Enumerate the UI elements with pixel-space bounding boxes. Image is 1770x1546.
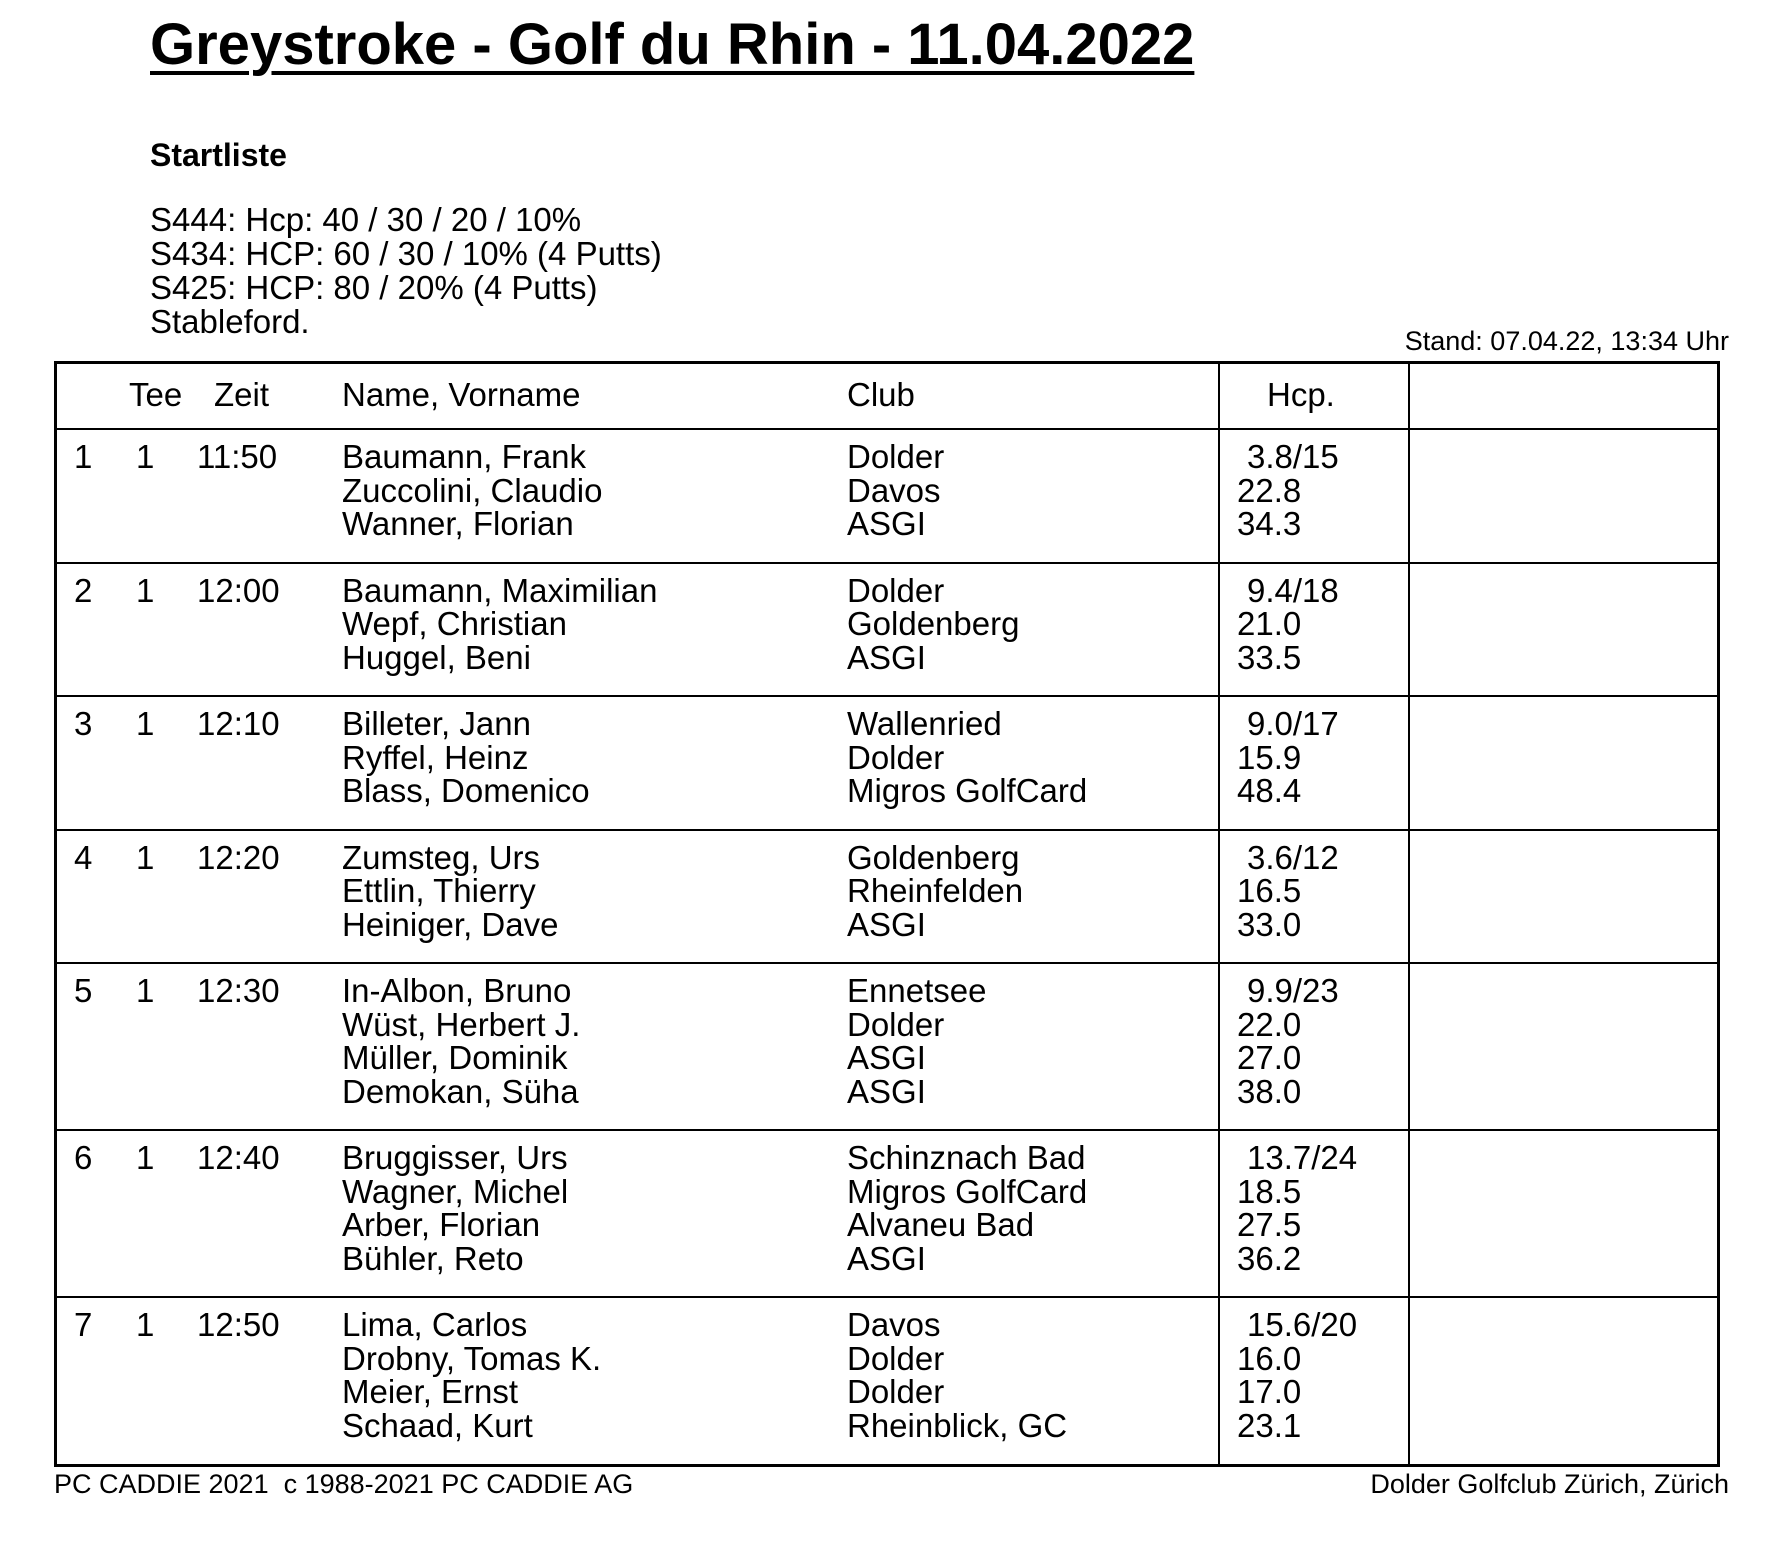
player-names-column [342, 1141, 568, 1275]
flight-time: 12:40 [197, 1139, 280, 1176]
player-hcp: 27.5 [1237, 1206, 1302, 1243]
flight-number: 3 [74, 705, 93, 742]
game-mode-line: S434: HCP: 60 / 30 / 10% (4 Putts) [150, 235, 662, 272]
player-name: Wagner, Michel [342, 1172, 569, 1210]
player-name: Wepf, Christian [342, 605, 567, 642]
player-hcp: 3.6/12 [1247, 838, 1339, 876]
player-name: Müller, Dominik [342, 1039, 568, 1076]
player-hcp: 9.9/23 [1247, 972, 1339, 1009]
player-clubs-column [847, 1141, 1087, 1275]
player-club: Rheinfelden [847, 872, 1024, 909]
player-club: Ennetsee [847, 972, 987, 1009]
flight-number: 4 [74, 838, 93, 876]
player-name: Huggel, Beni [342, 638, 531, 676]
player-clubs-column [847, 1308, 1067, 1442]
player-hcp: 36.2 [1237, 1239, 1302, 1277]
player-name: Zumsteg, Urs [342, 838, 541, 876]
player-name: Blass, Domenico [342, 772, 590, 809]
flight-tee: 1 [136, 1139, 155, 1176]
header-club: Club [847, 376, 915, 413]
flight-tee: 1 [136, 705, 155, 742]
player-name: Heiniger, Dave [342, 905, 559, 943]
flight-number: 6 [74, 1139, 93, 1176]
player-hcp: 33.0 [1237, 905, 1302, 943]
player-name: Demokan, Süha [342, 1072, 579, 1110]
flight-block [57, 1129, 1717, 1296]
flight-tee: 1 [136, 438, 155, 475]
player-club: ASGI [847, 905, 926, 943]
player-clubs-column [847, 571, 1020, 676]
flight-time: 12:00 [197, 571, 280, 609]
player-hcp: 21.0 [1237, 605, 1302, 642]
player-name: Schaad, Kurt [342, 1406, 533, 1444]
player-names-column [342, 974, 580, 1108]
player-name: Meier, Ernst [342, 1373, 519, 1410]
stand-timestamp: Stand: 07.04.22, 13:34 Uhr [1404, 326, 1729, 356]
player-clubs-column [847, 838, 1024, 943]
player-hcp-column [1237, 440, 1339, 541]
player-club: Davos [847, 1306, 941, 1343]
player-hcp: 15.6/20 [1247, 1306, 1358, 1343]
flight-block [57, 428, 1717, 562]
player-club: ASGI [847, 1039, 926, 1076]
flight-time: 12:50 [197, 1306, 280, 1343]
flight-block [57, 829, 1717, 963]
flight-tee: 1 [136, 838, 155, 876]
player-hcp-column [1237, 1308, 1357, 1442]
player-hcp: 13.7/24 [1247, 1139, 1358, 1176]
player-hcp: 22.8 [1237, 471, 1302, 509]
player-name: Ryffel, Heinz [342, 738, 529, 776]
player-hcp: 9.0/17 [1247, 705, 1339, 742]
player-club: Alvaneu Bad [847, 1206, 1035, 1243]
player-name: Lima, Carlos [342, 1306, 528, 1343]
player-hcp-column [1237, 1141, 1357, 1275]
player-hcp: 9.4/18 [1247, 571, 1339, 609]
player-hcp-column [1237, 974, 1339, 1108]
player-club: Schinznach Bad [847, 1139, 1086, 1176]
player-club: ASGI [847, 505, 926, 542]
player-club: Migros GolfCard [847, 772, 1088, 809]
header-zeit: Zeit [214, 376, 270, 413]
flight-number: 5 [74, 972, 93, 1009]
player-hcp: 22.0 [1237, 1005, 1302, 1043]
footer-club: Dolder Golfclub Zürich, Zürich [1370, 1469, 1729, 1499]
player-hcp-column [1237, 838, 1339, 943]
list-subtitle: Startliste [150, 137, 287, 173]
player-club: Dolder [847, 1339, 945, 1377]
player-club: Goldenberg [847, 838, 1020, 876]
flight-time: 12:20 [197, 838, 280, 876]
player-names-column [342, 707, 590, 808]
flight-time: 12:30 [197, 972, 280, 1009]
player-clubs-column [847, 440, 944, 541]
player-club: ASGI [847, 1239, 926, 1277]
header-tee: Tee [129, 376, 183, 413]
player-hcp-column [1237, 707, 1339, 808]
flight-time: 12:10 [197, 705, 280, 742]
player-hcp: 16.5 [1237, 872, 1302, 909]
player-hcp: 38.0 [1237, 1072, 1302, 1110]
game-modes [150, 203, 662, 339]
flight-tee: 1 [136, 571, 155, 609]
player-club: Dolder [847, 571, 945, 609]
player-name: Drobny, Tomas K. [342, 1339, 602, 1377]
flight-number: 1 [74, 438, 93, 475]
player-hcp: 27.0 [1237, 1039, 1302, 1076]
player-hcp: 3.8/15 [1247, 438, 1339, 475]
player-club: Dolder [847, 438, 945, 475]
player-club: Wallenried [847, 705, 1002, 742]
flight-tee: 1 [136, 972, 155, 1009]
player-name: Arber, Florian [342, 1206, 541, 1243]
game-mode-line: S444: Hcp: 40 / 30 / 20 / 10% [150, 201, 582, 238]
page-title: Greystroke - Golf du Rhin - 11.04.2022 [150, 12, 1195, 77]
player-names-column [342, 440, 602, 541]
player-club: Dolder [847, 1005, 945, 1043]
player-name: Zuccolini, Claudio [342, 471, 603, 509]
game-mode-line: Stableford. [150, 303, 310, 340]
flight-block [57, 1296, 1717, 1463]
player-names-column [342, 571, 658, 676]
player-club: Goldenberg [847, 605, 1020, 642]
player-hcp: 18.5 [1237, 1172, 1302, 1210]
player-club: Rheinblick, GC [847, 1406, 1068, 1444]
player-clubs-column [847, 974, 986, 1108]
flight-block [57, 962, 1717, 1129]
player-names-column [342, 1308, 601, 1442]
flight-block [57, 695, 1717, 829]
flight-number: 2 [74, 571, 93, 609]
player-club: Dolder [847, 738, 945, 776]
header-hcp: Hcp. [1267, 376, 1335, 413]
player-hcp: 33.5 [1237, 638, 1302, 676]
flight-tee: 1 [136, 1306, 155, 1343]
player-names-column [342, 838, 559, 943]
player-hcp: 48.4 [1237, 772, 1302, 809]
player-club: ASGI [847, 638, 926, 676]
player-name: Ettlin, Thierry [342, 872, 536, 909]
game-mode-line: S425: HCP: 80 / 20% (4 Putts) [150, 269, 598, 306]
player-hcp: 23.1 [1237, 1406, 1302, 1444]
player-name: Wanner, Florian [342, 505, 574, 542]
player-club: ASGI [847, 1072, 926, 1110]
player-hcp: 17.0 [1237, 1373, 1302, 1410]
flight-block [57, 562, 1717, 696]
player-name: Wüst, Herbert J. [342, 1005, 581, 1043]
player-clubs-column [847, 707, 1087, 808]
player-name: Bruggisser, Urs [342, 1139, 568, 1176]
player-name: In-Albon, Bruno [342, 972, 572, 1009]
player-hcp: 16.0 [1237, 1339, 1302, 1377]
player-name: Baumann, Frank [342, 438, 586, 475]
player-hcp: 34.3 [1237, 505, 1302, 542]
flight-number: 7 [74, 1306, 93, 1343]
player-club: Migros GolfCard [847, 1172, 1088, 1210]
player-club: Dolder [847, 1373, 945, 1410]
footer-copyright: PC CADDIE 2021 c 1988-2021 PC CADDIE AG [54, 1469, 634, 1499]
player-hcp: 15.9 [1237, 738, 1302, 776]
flight-time: 11:50 [197, 438, 278, 475]
player-club: Davos [847, 471, 941, 509]
player-name: Baumann, Maximilian [342, 571, 658, 609]
player-name: Bühler, Reto [342, 1239, 524, 1277]
start-list-table [54, 361, 1720, 1467]
header-name: Name, Vorname [342, 376, 581, 413]
player-hcp-column [1237, 571, 1339, 676]
player-name: Billeter, Jann [342, 705, 531, 742]
